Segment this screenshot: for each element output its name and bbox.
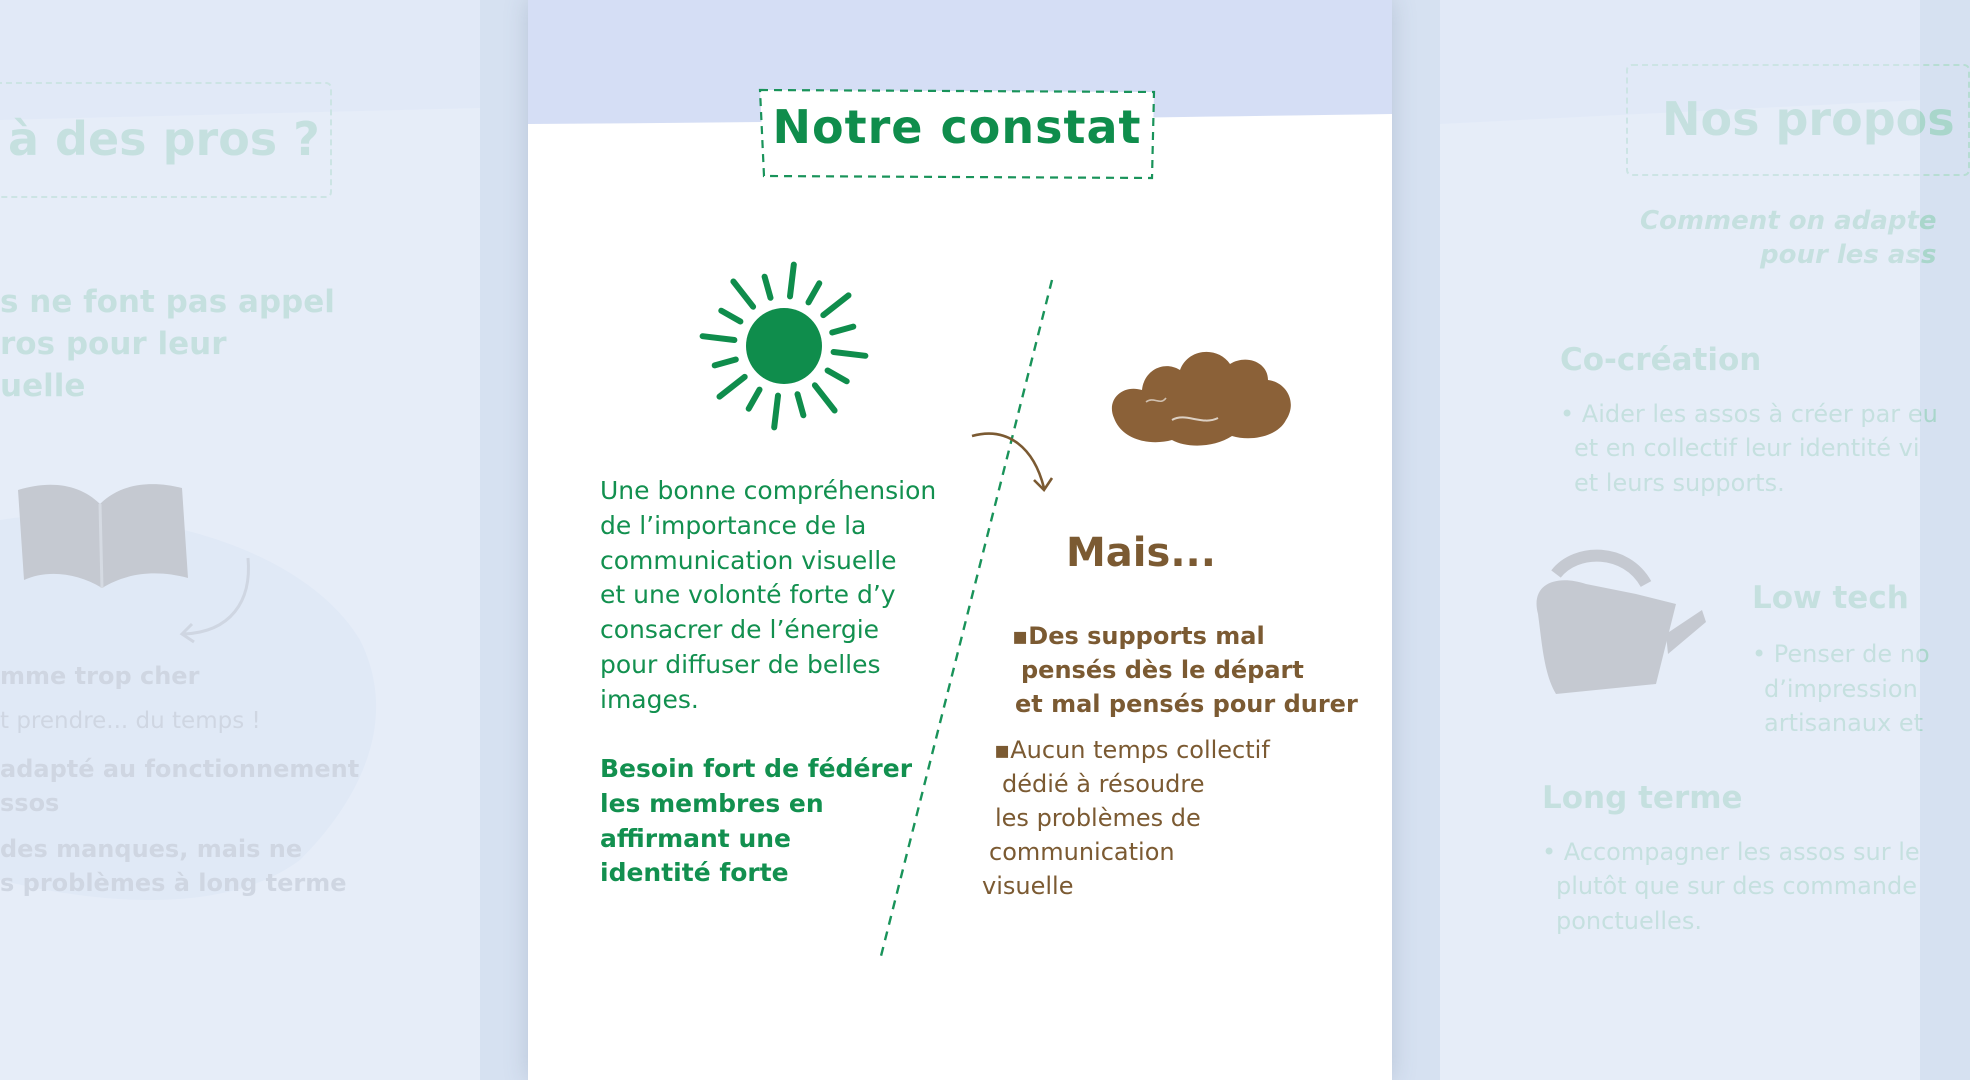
right-section-line: artisanaux et: [1764, 709, 1923, 737]
sun-ray: [720, 377, 745, 397]
sun-ray: [823, 295, 848, 315]
right-section-heading: Co-création: [1560, 342, 1762, 378]
bold-line: les membres en: [600, 788, 824, 818]
bold-line: affirmant une: [600, 823, 792, 853]
main-slide-card: [528, 0, 1392, 1080]
right-section-line: ponctuelles.: [1556, 907, 1702, 935]
bullet-line: les problèmes de: [995, 804, 1201, 832]
bullet-line: dédié à résoudre: [1002, 770, 1205, 798]
bullet-line: ▪Aucun temps collectif: [994, 736, 1270, 764]
left-panel-title: à des pros ?: [8, 112, 320, 166]
paragraph-line: et une volonté forte d’y: [600, 580, 896, 610]
cloud-icon: [1102, 336, 1302, 456]
right-section-line: • Accompagner les assos sur le: [1542, 838, 1920, 866]
bullet-line: et mal pensés pour durer: [1015, 690, 1358, 718]
right-section-line: et leurs supports.: [1574, 469, 1785, 497]
sun-ray: [774, 396, 778, 428]
bullet-line: ▪Des supports mal: [1012, 622, 1265, 650]
bold-line: identité forte: [600, 858, 789, 888]
sun-ray: [733, 282, 753, 307]
right-section-line: plutôt que sur des commande: [1556, 872, 1917, 900]
sun-ray: [765, 277, 771, 298]
mais-heading: Mais...: [1066, 530, 1216, 576]
left-item: des manques, mais ne: [0, 835, 303, 863]
right-section-line: et en collectif leur identité vi: [1574, 434, 1920, 462]
sun-ray: [832, 327, 853, 333]
right-slide-panel: [1440, 0, 1955, 1080]
paragraph-line: images.: [600, 684, 699, 714]
sun-ray: [809, 283, 820, 302]
right-panel-title: Nos propos: [1662, 92, 1955, 146]
bullet-line: communication: [989, 838, 1175, 866]
left-subtitle-line: ros pour leur: [0, 326, 227, 362]
sun-ray: [749, 390, 760, 409]
sun-icon: [684, 246, 884, 446]
paragraph-line: communication visuelle: [600, 545, 897, 575]
left-item: s problèmes à long terme: [0, 869, 347, 897]
sun-ray: [790, 265, 794, 297]
left-paragraph: [600, 474, 950, 718]
curved-arrow-icon: [170, 552, 260, 652]
bold-line: Besoin fort de fédérer: [600, 754, 913, 783]
page-title: Notre constat: [772, 100, 1142, 154]
bullet-line: pensés dès le départ: [1021, 656, 1304, 684]
paragraph-line: de l’importance de la: [600, 510, 867, 540]
left-item: ssos: [0, 789, 60, 817]
paragraph-line: pour diffuser de belles: [600, 649, 881, 679]
right-subtitle-line: Comment on adapte: [1640, 206, 1937, 236]
paragraph-line: consacrer de l’énergie: [600, 615, 880, 645]
right-section-heading: Low tech: [1752, 580, 1909, 616]
left-bold-paragraph: [600, 752, 920, 891]
sun-ray: [721, 311, 740, 322]
left-item: mme trop cher: [0, 662, 200, 690]
left-slide-panel: [0, 0, 480, 1080]
right-section-line: • Penser de no: [1752, 640, 1930, 668]
right-section-heading: Long terme: [1542, 780, 1743, 816]
right-section-line: • Aider les assos à créer par eu: [1560, 400, 1938, 428]
paragraph-line: Une bonne compréhension: [600, 476, 937, 505]
sun-ray: [715, 360, 736, 366]
left-subtitle-line: uelle: [0, 368, 86, 404]
title-box: [754, 86, 1160, 182]
bullet-line: visuelle: [982, 872, 1074, 900]
right-subtitle-line: pour les ass: [1760, 240, 1937, 270]
left-item: adapté au fonctionnement: [0, 755, 360, 783]
left-item: t prendre... du temps !: [0, 708, 261, 734]
left-subtitle-line: s ne font pas appel: [0, 284, 335, 320]
curved-arrow-icon: [968, 426, 1068, 506]
watering-can-icon: [1516, 544, 1706, 734]
sun-ray: [798, 394, 804, 415]
sun-ray: [828, 371, 847, 382]
sun-ray: [703, 336, 735, 340]
sun-ray: [815, 385, 835, 410]
right-section-line: d’impression: [1764, 675, 1918, 703]
